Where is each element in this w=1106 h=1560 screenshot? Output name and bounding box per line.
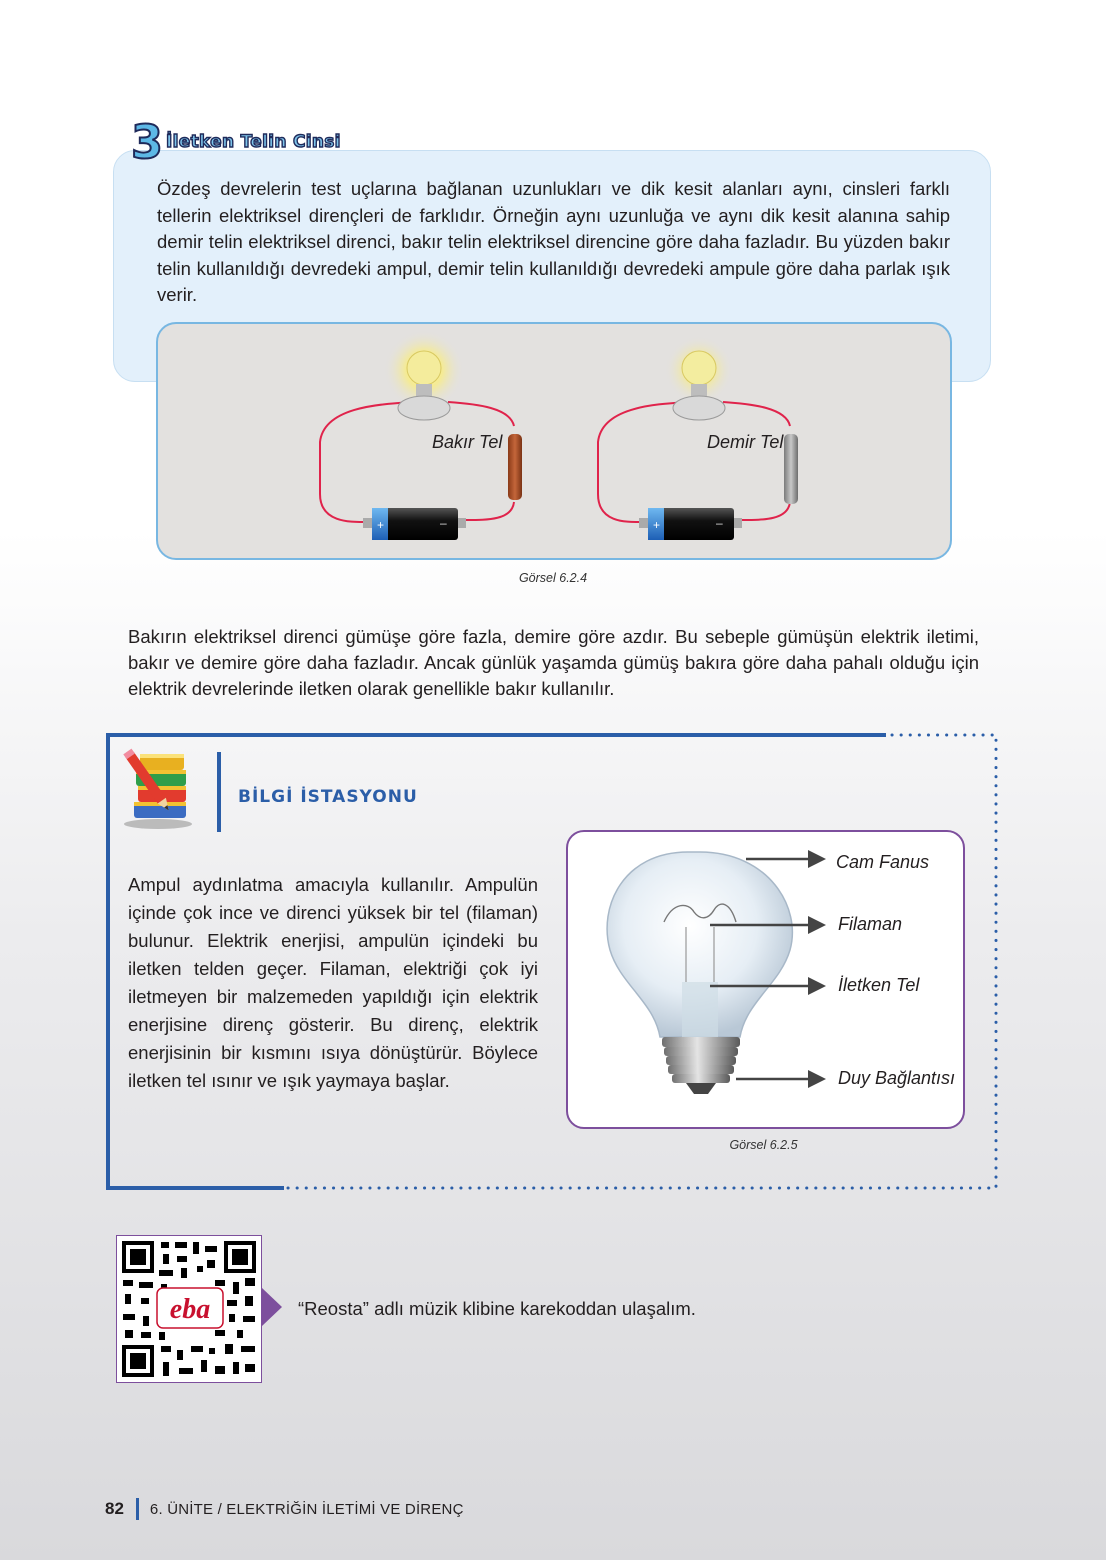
bulb-figure <box>566 830 965 1129</box>
page-footer <box>105 1498 464 1520</box>
svg-text:+: + <box>653 518 661 532</box>
info-station-title: BİLGİ İSTASYONU <box>238 787 418 807</box>
iron-wire-label: Demir Tel <box>707 432 784 452</box>
books-pencil-icon <box>120 742 200 832</box>
label-conductor-wire: İletken Tel <box>838 975 920 995</box>
qr-code[interactable] <box>116 1235 262 1383</box>
qr-pattern <box>117 1236 261 1382</box>
svg-text:+: + <box>377 518 385 532</box>
qr-arrow-icon <box>262 1288 282 1326</box>
circuit-figure <box>156 322 952 560</box>
body-paragraph: Bakırın elektriksel direnci gümüşe göre fazla, demire göre azdır. Bu sebeple gümüşün elektrik iletimi, bakır ve demire göre daha fazladır. Ancak günlük yaşamda gümüş bakıra göre daha pahalı olduğu için elektrik devrelerinde iletken olarak genellikle bakır kullanılır. <box>128 626 979 699</box>
iron-wire-rod <box>784 434 798 504</box>
info-station-body: Ampul aydınlatma amacıyla kullanılır. Ampulün içinde çok ince ve direnci yüksek bir tel (filaman) bulunur. Elektrik enerjisi, ampulün içindeki bu iletken telden geçer. Filaman, elektriği çok iyi iletmeyen bir malzemeden yapıldığı için elektrik enerjisine direnç gösterir. Bu direnç, elektrik enerjisinin bir kısmını ısıya dönüştürür. Böylece iletken tel ısınır ve ışık yaymaya başlar. <box>128 874 538 1091</box>
copper-wire-rod <box>508 434 522 500</box>
page-number: 82 <box>105 1499 124 1518</box>
circuit-drawing <box>158 324 950 558</box>
copper-wire-label: Bakır Tel <box>432 432 503 452</box>
eba-logo: eba <box>169 1294 211 1325</box>
section-3-body: Özdeş devrelerin test uçlarına bağlanan uzunlukları ve dik kesit alanları aynı, cinsleri farklı tellerin elektriksel dirençleri de farklıdır. Örneğin aynı uzunluğa ve aynı dik kesit alanına sahip demir telin elektriksel direnci, bakır telin elektriksel direncine göre daha fazladır. Bu yüzden bakır telin kullanıldığı devredeki ampul, demir telin kullanıldığı devredeki ampule göre daha parlak ışık verir. <box>157 178 950 305</box>
footer-divider <box>136 1498 139 1520</box>
figure-caption: Görsel 6.2.4 <box>518 571 588 585</box>
chapter-title: 6. ÜNİTE / ELEKTRİĞİN İLETİMİ VE DİRENÇ <box>149 1500 464 1518</box>
label-socket-connection: Duy Bağlantısı <box>838 1068 956 1088</box>
info-divider <box>217 752 221 832</box>
qr-description: “Reosta” adlı müzik klibine karekoddan ulaşalım. <box>298 1298 696 1319</box>
section-3-heading <box>128 115 368 169</box>
svg-text:–: – <box>440 516 447 530</box>
svg-text:–: – <box>716 516 723 530</box>
section-title: İletken Telin Cinsi <box>166 132 341 152</box>
section-number: 3 <box>130 115 163 169</box>
label-glass-bulb: Cam Fanus <box>836 852 930 872</box>
label-filament: Filaman <box>838 914 903 934</box>
figure-caption: Görsel 6.2.5 <box>729 1138 798 1152</box>
